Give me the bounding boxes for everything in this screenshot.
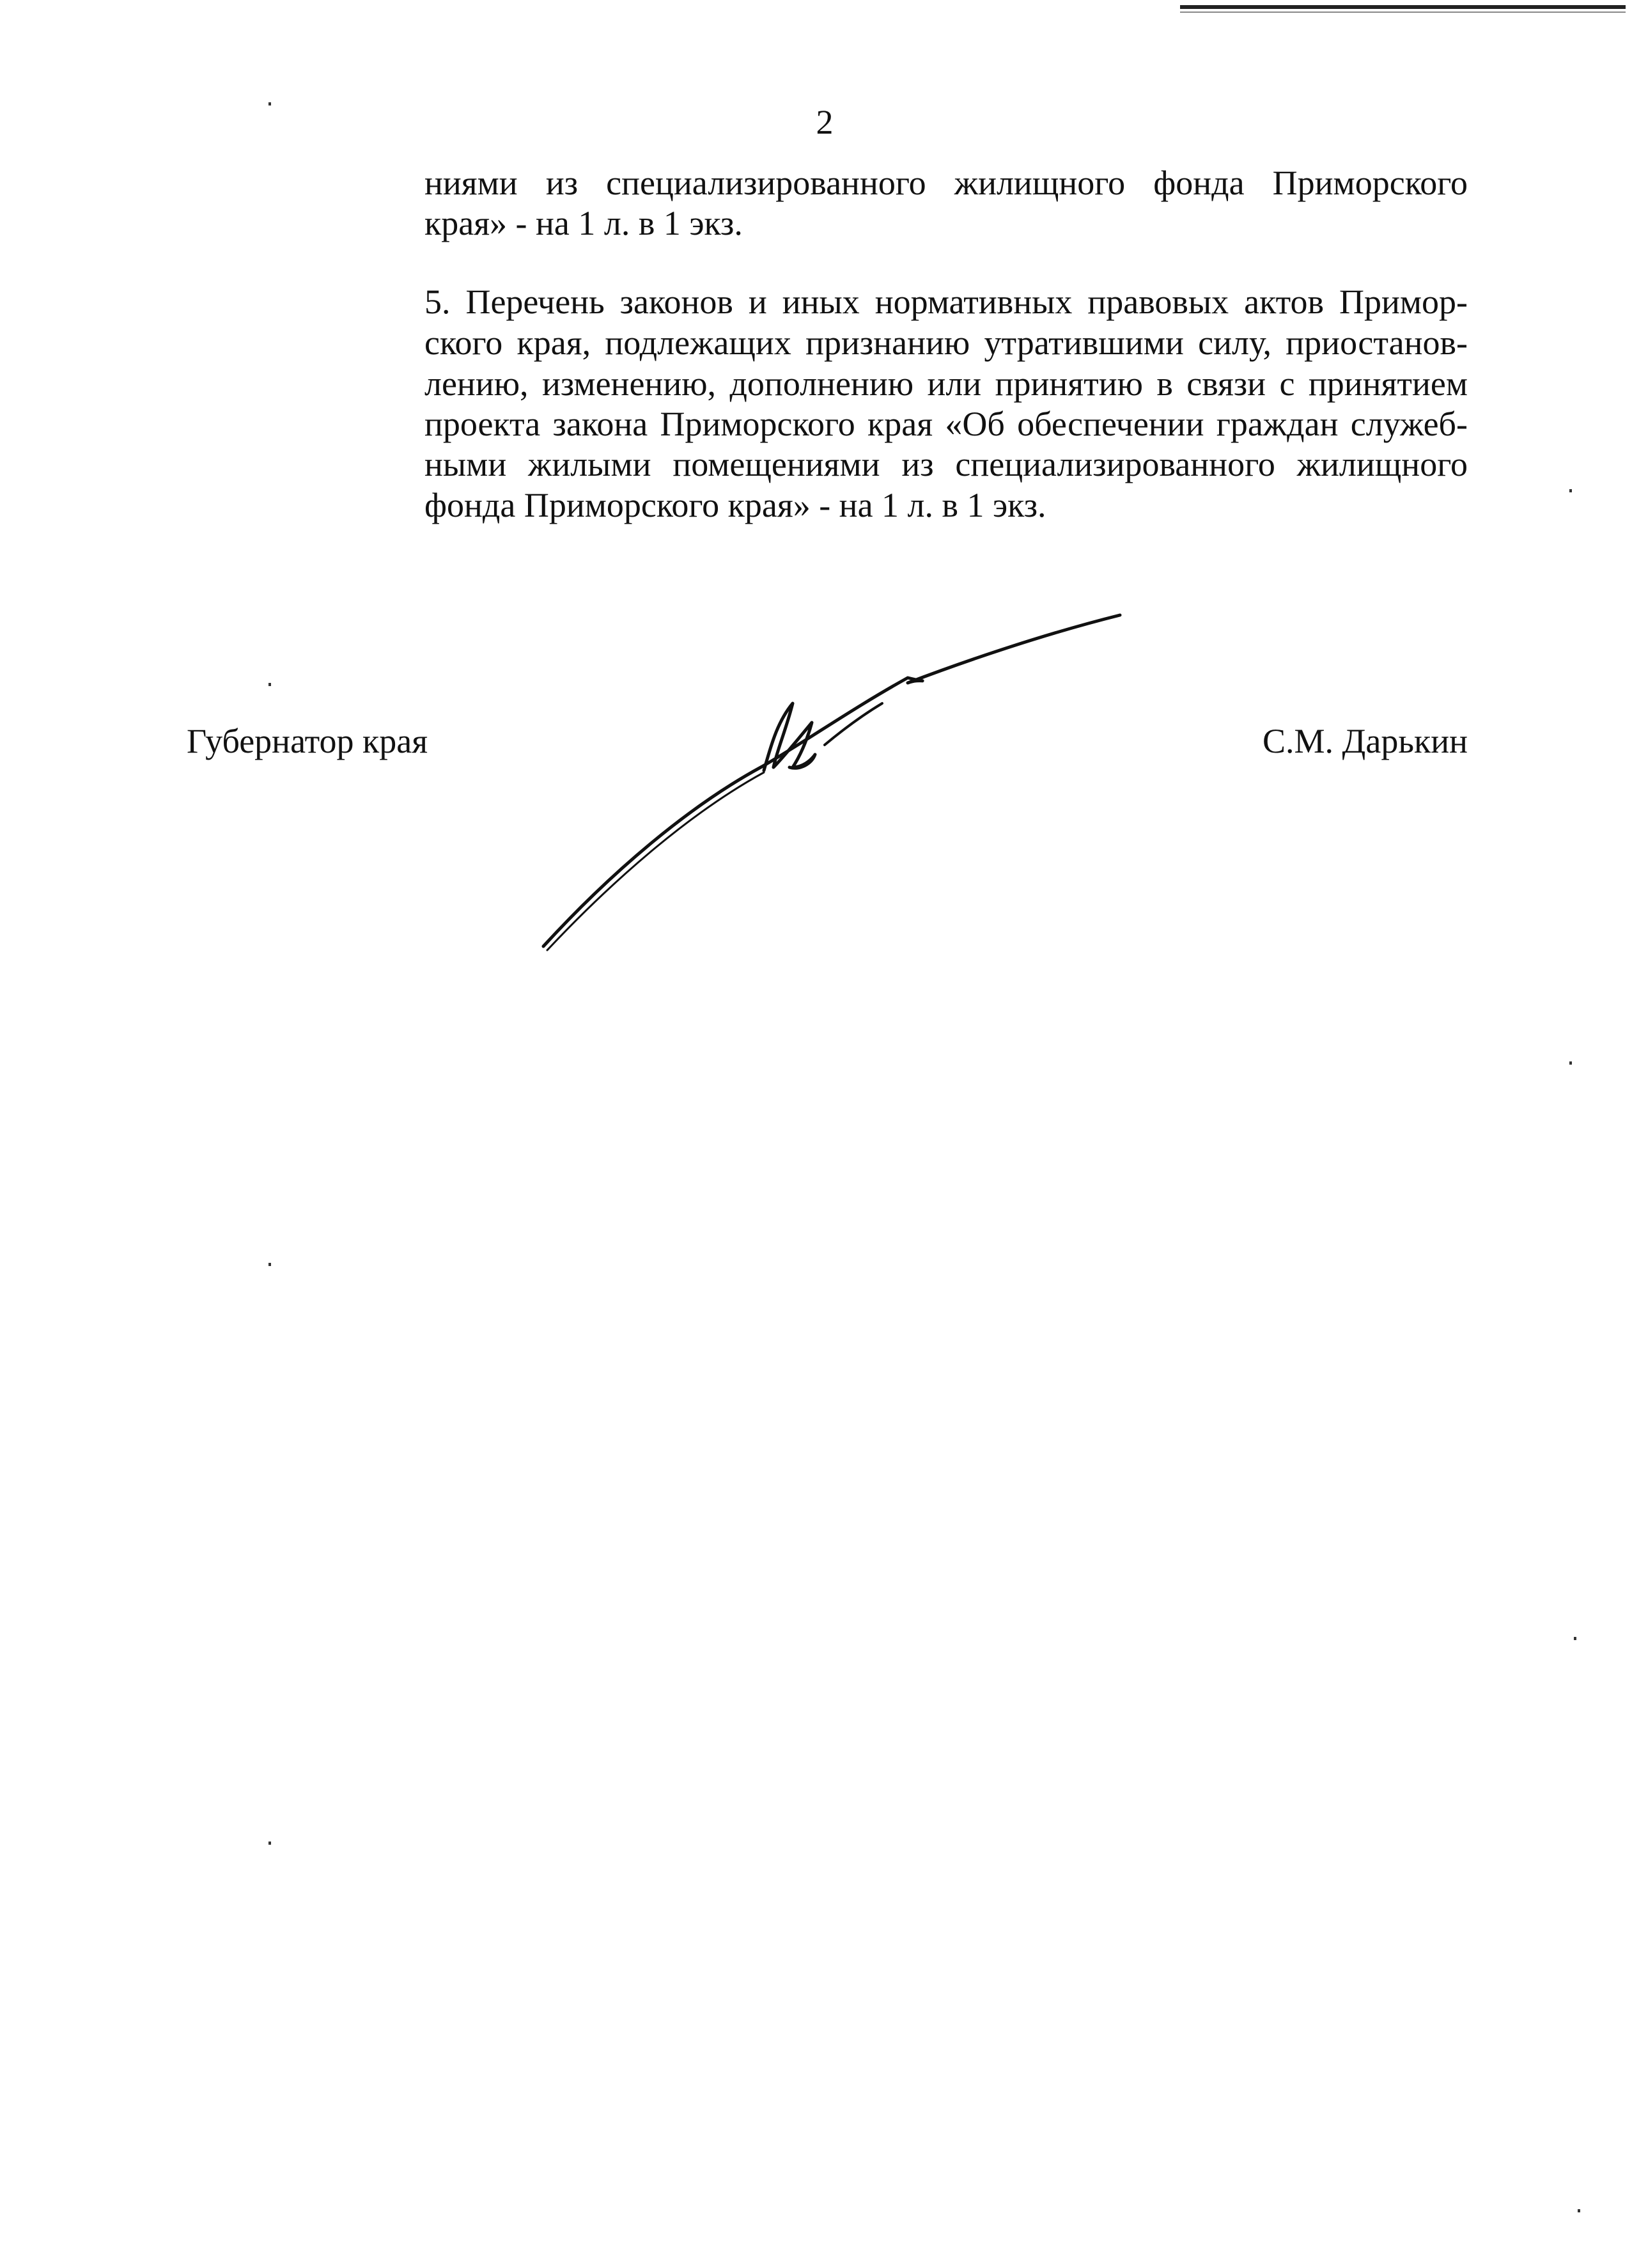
top-border-line-thin (1180, 12, 1626, 13)
scan-speck (268, 683, 271, 686)
page-number: 2 (816, 103, 834, 141)
paragraph-line: 5. Перечень законов и иных нормативных правовых актов Примор- (424, 283, 1468, 321)
paragraph-line: фонда Приморского края» - на 1 л. в 1 экз. (424, 486, 1046, 524)
scan-speck (268, 1842, 271, 1845)
signatory-name: С.М. Дарькин (1263, 722, 1468, 760)
scan-speck (1569, 1061, 1572, 1065)
scan-speck (1578, 2209, 1580, 2212)
paragraph-line: лению, изменению, дополнению или принятию в связи с принятием (424, 364, 1468, 403)
scan-speck (268, 102, 271, 106)
top-border-line (1180, 5, 1626, 9)
scan-speck (268, 1263, 271, 1266)
scan-speck (1574, 1637, 1576, 1640)
paragraph-line: края» - на 1 л. в 1 экз. (424, 204, 743, 242)
paragraph-line: ского края, подлежащих признанию утратившими силу, приостанов- (424, 324, 1468, 362)
paragraph-line: проекта закона Приморского края «Об обеспечении граждан служеб- (424, 405, 1468, 443)
signatory-position: Губернатор края (187, 722, 428, 760)
scan-speck (1569, 489, 1572, 492)
paragraph-line: ниями из специализированного жилищного фонда Приморского (424, 164, 1468, 202)
paragraph-line: ными жилыми помещениями из специализированного жилищного (424, 445, 1468, 483)
